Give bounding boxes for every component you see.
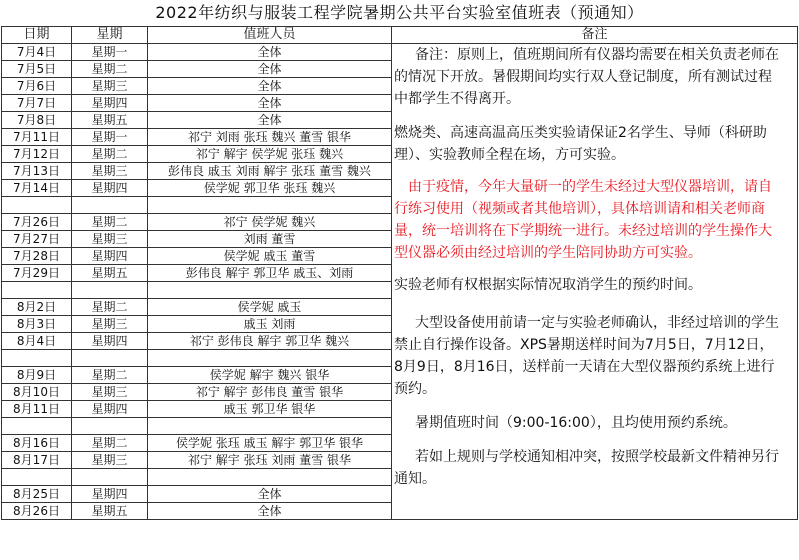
weekday-cell: 星期四: [72, 95, 148, 112]
staff-cell: 全体: [148, 78, 392, 95]
note-paragraph: 实验老师有权根据实际情况取消学生的预约时间。: [394, 277, 702, 293]
note-spacer: [394, 296, 782, 312]
weekday-cell: 星期四: [72, 333, 148, 350]
weekday-cell: 星期三: [72, 78, 148, 95]
date-cell: 7月26日: [2, 214, 72, 231]
staff-cell: [148, 469, 392, 486]
table-header-row: [2, 27, 798, 44]
staff-cell: 侯学妮 郭卫华 张珏 魏兴: [148, 180, 392, 197]
notes-panel: [394, 44, 782, 490]
weekday-cell: [72, 418, 148, 435]
date-cell: 7月14日: [2, 180, 72, 197]
staff-cell: 全体: [148, 112, 392, 129]
date-cell: [2, 350, 72, 367]
note-paragraph: 暑期值班时间（9:00-16:00），且均使用预约系统。: [415, 415, 737, 431]
page-title: 2022年纺织与服装工程学院暑期公共平台实验室值班表（预通知）: [155, 3, 644, 22]
staff-cell: 全体: [148, 95, 392, 112]
staff-cell: [148, 418, 392, 435]
weekday-cell: [72, 197, 148, 214]
staff-cell: 祁宁 彭伟良 解宇 郭卫华 魏兴: [148, 333, 392, 350]
weekday-cell: [72, 350, 148, 367]
date-cell: 7月6日: [2, 78, 72, 95]
date-cell: 8月26日: [2, 503, 72, 520]
date-cell: 8月2日: [2, 299, 72, 316]
date-cell: 7月11日: [2, 129, 72, 146]
weekday-cell: 星期二: [72, 146, 148, 163]
weekday-cell: 星期三: [72, 452, 148, 469]
date-cell: 8月11日: [2, 401, 72, 418]
date-cell: 8月25日: [2, 486, 72, 503]
weekday-cell: 星期五: [72, 112, 148, 129]
staff-cell: 祁宁 解宇 张珏 刘雨 董雪 银华: [148, 452, 392, 469]
weekday-cell: 星期三: [72, 163, 148, 180]
date-cell: 7月29日: [2, 265, 72, 282]
weekday-cell: 星期二: [72, 214, 148, 231]
staff-cell: 全体: [148, 503, 392, 520]
date-cell: 7月28日: [2, 248, 72, 265]
date-cell: 8月10日: [2, 384, 72, 401]
date-cell: [2, 197, 72, 214]
staff-cell: 祁宁 刘雨 张珏 魏兴 董雪 银华: [148, 129, 392, 146]
staff-cell: 侯学妮 戚玉: [148, 299, 392, 316]
header-staff: 值班人员: [148, 27, 392, 44]
note-spacer: [394, 400, 782, 412]
staff-cell: [148, 350, 392, 367]
weekday-cell: 星期四: [72, 401, 148, 418]
date-cell: [2, 469, 72, 486]
note-paragraph: 由于疫情，今年大量研一的学生未经过大型仪器培训，请自行练习使用（视频或者其他培训），具体培训请和相关老师商量，统一培训将在下学期统一进行。未经过培训的学生操作大型仪器必须由经过培训的学生陪同协助方可实验。: [394, 179, 772, 261]
date-cell: 8月17日: [2, 452, 72, 469]
staff-cell: 祁宁 侯学妮 魏兴: [148, 214, 392, 231]
note-spacer: [394, 110, 782, 122]
weekday-cell: 星期三: [72, 384, 148, 401]
staff-cell: 戚玉 刘雨: [148, 316, 392, 333]
header-date: 日期: [2, 27, 72, 44]
note-spacer: [394, 264, 782, 274]
weekday-cell: 星期四: [72, 486, 148, 503]
staff-cell: 全体: [148, 486, 392, 503]
date-cell: 8月9日: [2, 367, 72, 384]
staff-cell: 侯学妮 张珏 戚玉 解宇 郭卫华 银华: [148, 435, 392, 452]
staff-cell: 侯学妮 戚玉 董雪: [148, 248, 392, 265]
header-notes: 备注: [392, 27, 798, 44]
note-paragraph: 备注：原则上，值班期间所有仪器均需要在相关负责老师在的情况下开放。暑假期间均实行双人登记制度，所有测试过程中都学生不得离开。: [394, 47, 779, 107]
weekday-cell: 星期二: [72, 61, 148, 78]
weekday-cell: 星期五: [72, 503, 148, 520]
date-cell: 8月3日: [2, 316, 72, 333]
note-paragraph: 若如上规则与学校通知相冲突，按照学校最新文件精神另行通知。: [394, 449, 779, 487]
note-spacer: [394, 166, 782, 176]
staff-cell: 戚玉 郭卫华 银华: [148, 401, 392, 418]
weekday-cell: 星期四: [72, 248, 148, 265]
staff-cell: 彭伟良 戚玉 刘雨 解宇 张珏 董雪 魏兴: [148, 163, 392, 180]
staff-cell: 全体: [148, 44, 392, 61]
staff-cell: 侯学妮 解宇 魏兴 银华: [148, 367, 392, 384]
staff-cell: 刘雨 董雪: [148, 231, 392, 248]
date-cell: [2, 418, 72, 435]
staff-cell: 彭伟良 解宇 郭卫华 戚玉、刘雨: [148, 265, 392, 282]
weekday-cell: 星期一: [72, 129, 148, 146]
weekday-cell: 星期一: [72, 44, 148, 61]
header-weekday: 星期: [72, 27, 148, 44]
date-cell: 8月16日: [2, 435, 72, 452]
weekday-cell: 星期二: [72, 367, 148, 384]
staff-cell: [148, 197, 392, 214]
date-cell: [2, 282, 72, 299]
weekday-cell: 星期三: [72, 316, 148, 333]
date-cell: 7月13日: [2, 163, 72, 180]
weekday-cell: [72, 469, 148, 486]
staff-cell: 祁宁 解宇 侯学妮 张珏 魏兴: [148, 146, 392, 163]
staff-cell: [148, 282, 392, 299]
weekday-cell: 星期二: [72, 435, 148, 452]
staff-cell: 祁宁 解宇 彭伟良 董雪 银华: [148, 384, 392, 401]
weekday-cell: 星期四: [72, 180, 148, 197]
note-paragraph: 大型设备使用前请一定与实验老师确认，非经过培训的学生禁止自行操作设备。XPS暑期送样时间为7月5日，7月12日，8月9日，8月16日，送样前一天请在大型仪器预约系统上进行预约。: [394, 315, 779, 397]
weekday-cell: 星期五: [72, 265, 148, 282]
date-cell: 7月8日: [2, 112, 72, 129]
staff-cell: 全体: [148, 61, 392, 78]
date-cell: 8月4日: [2, 333, 72, 350]
note-spacer: [394, 434, 782, 446]
weekday-cell: 星期二: [72, 299, 148, 316]
date-cell: 7月5日: [2, 61, 72, 78]
date-cell: 7月27日: [2, 231, 72, 248]
date-cell: 7月4日: [2, 44, 72, 61]
weekday-cell: [72, 282, 148, 299]
weekday-cell: 星期三: [72, 231, 148, 248]
date-cell: 7月7日: [2, 95, 72, 112]
date-cell: 7月12日: [2, 146, 72, 163]
note-paragraph: 燃烧类、高速高温高压类实验请保证2名学生、导师（科研助理）、实验教师全程在场，方可实验。: [394, 125, 767, 163]
